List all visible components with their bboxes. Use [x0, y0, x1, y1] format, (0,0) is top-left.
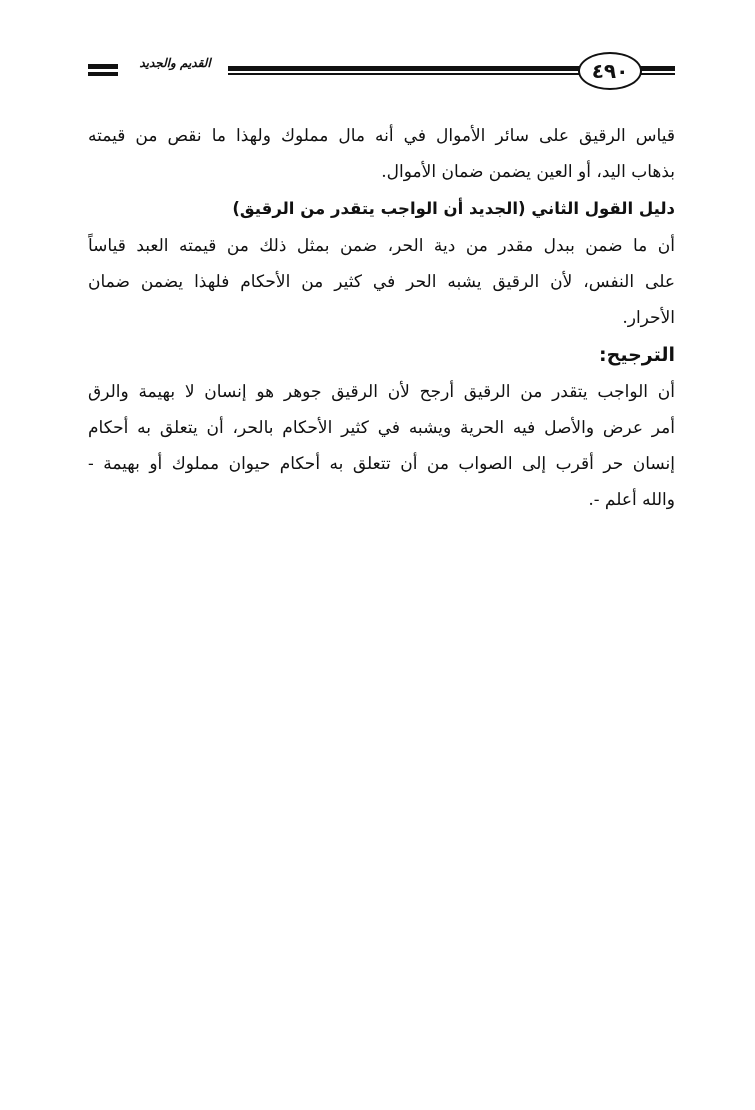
- header-rule-left-lower: [88, 72, 118, 76]
- running-header: [88, 48, 675, 100]
- paragraph-2: [88, 228, 675, 336]
- paragraph-3-line-4: والله أعلم -.: [588, 490, 675, 510]
- paragraph-3: [88, 374, 675, 518]
- paragraph-3-line-3: إنسان حر أقرب إلى الصواب من أن تتعلق به أحكام حيوان مملوك أو بهيمة -: [88, 454, 675, 474]
- paragraph-1: [88, 118, 675, 190]
- paragraph-2-line-2: على النفس، لأن الرقيق يشبه الحر في كثير من الأحكام فلهذا يضمن ضمان: [88, 272, 675, 292]
- page-number: ٤٩٠: [591, 59, 629, 83]
- paragraph-1-line-2: بذهاب اليد، أو العين يضمن ضمان الأموال.: [381, 162, 675, 182]
- page-body: [88, 118, 675, 518]
- header-rule-left: [88, 64, 118, 76]
- page-number-oval: [578, 52, 642, 90]
- paragraph-1-line-1: قياس الرقيق على سائر الأموال في أنه مال مملوك ولهذا ما نقص من قيمته: [88, 126, 675, 146]
- running-title: القديم والجديد: [126, 56, 224, 70]
- paragraph-3-line-2: أمر عرض والأصل فيه الحرية ويشبه في كثير الأحكام بالحر، أن يتعلق به أحكام: [88, 418, 675, 438]
- section-heading-second-opinion: دليل القول الثاني (الجديد أن الواجب يتقدر من الرقيق): [232, 199, 675, 218]
- header-rule-left-upper: [88, 64, 118, 69]
- section-heading-preference: الترجيح:: [599, 344, 675, 366]
- paragraph-2-line-3: الأحرار.: [622, 308, 675, 328]
- paragraph-3-line-1: أن الواجب يتقدر من الرقيق أرجح لأن الرقيق جوهر هو إنسان لا بهيمة والرق: [88, 382, 675, 402]
- paragraph-2-line-1: أن ما ضمن ببدل مقدر من دية الحر، ضمن بمثل ذلك من قيمته العبد قياساً: [88, 236, 675, 256]
